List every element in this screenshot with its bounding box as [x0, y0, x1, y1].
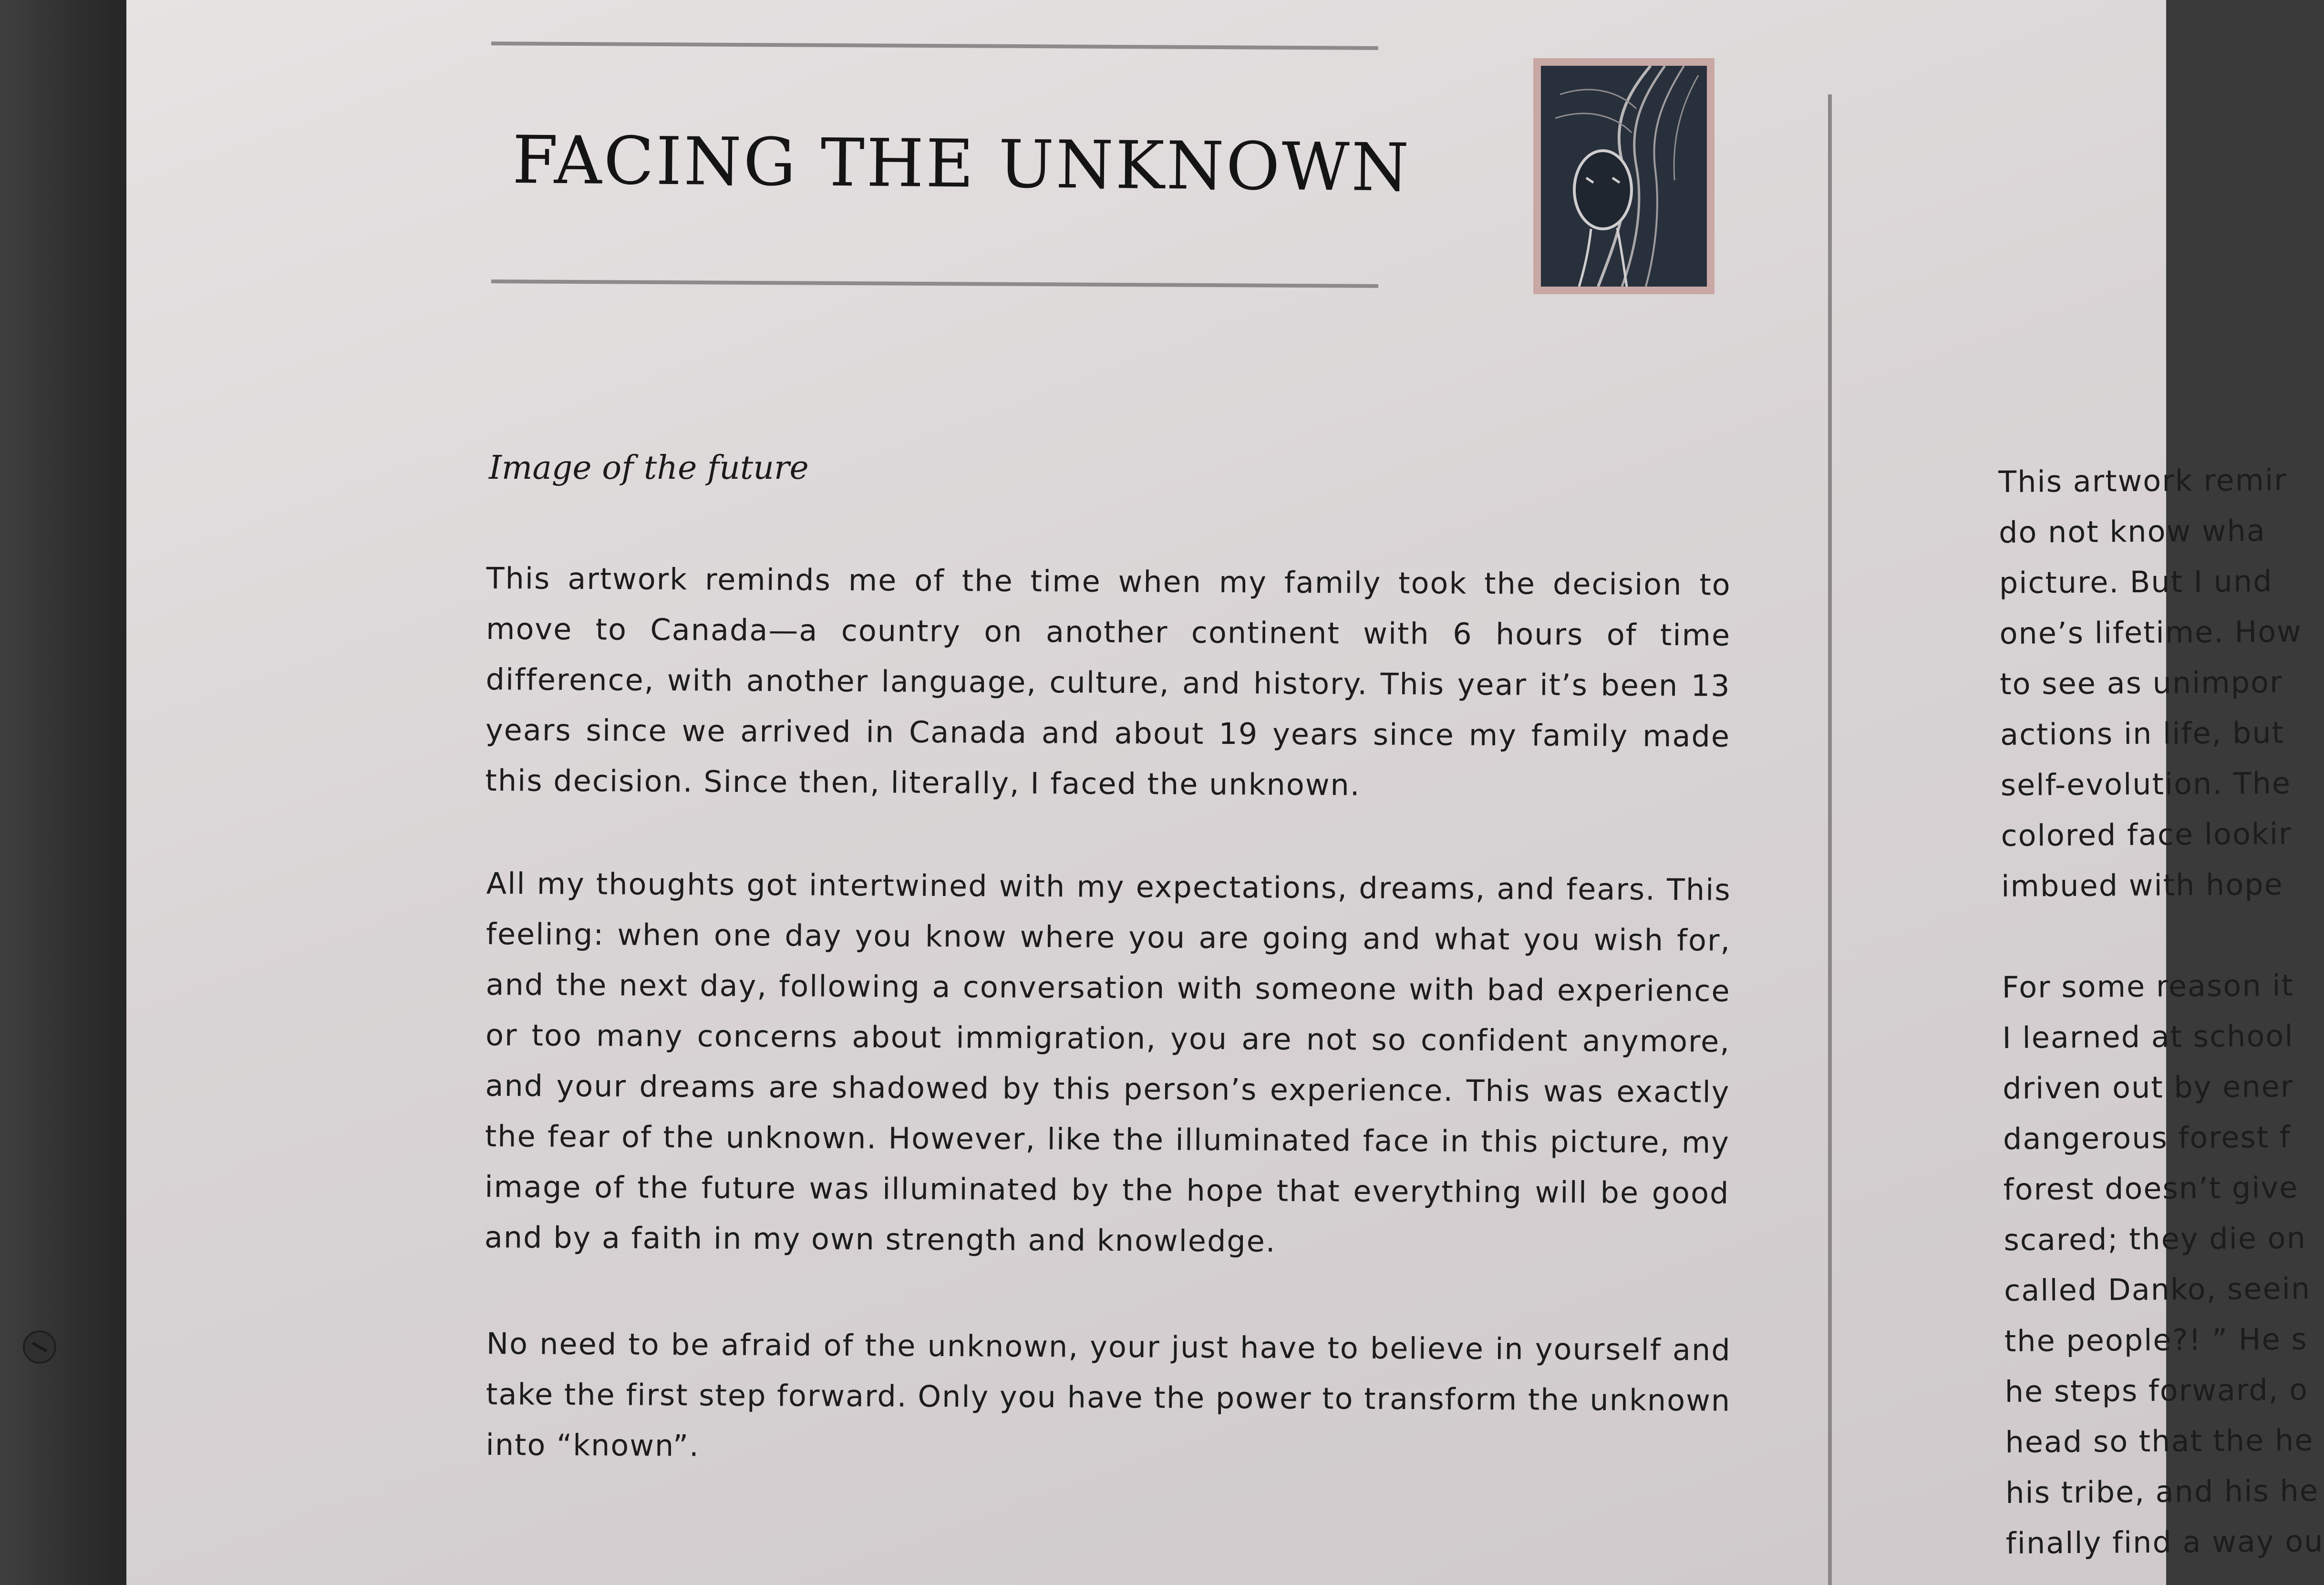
right-line: called Danko, seein [2004, 1271, 2311, 1308]
right-line: I learned at school [2002, 1018, 2294, 1055]
right-line: This artwork remir [1998, 462, 2287, 499]
right-line: forest doesn’t give [2003, 1170, 2299, 1207]
paragraph-1: This artwork reminds me of the time when my family took the decision to move to Canada—a country on another continent with 6 hours of time difference, with another language, culture, and history. This year it’s been 13 years since we arrived in Canada and about 19 years since my family made this decision. Since then, literally, I faced the unknown. [485, 560, 1731, 803]
title-rule-bottom [491, 279, 1378, 288]
screw-icon [23, 1330, 56, 1364]
right-line: the people?! ” He s [2004, 1321, 2308, 1359]
column-divider [1828, 94, 1832, 1585]
section-subtitle: Image of the future [489, 449, 809, 487]
right-line: finally find a way ou [2005, 1523, 2324, 1561]
paragraph-gap [2002, 910, 2307, 962]
paragraph-3: No need to be afraid of the unknown, your just have to believe in yourself and take the first step forward. Only you have the power to transform the unknown into “known”. [485, 1326, 1731, 1463]
right-line: driven out by ener [2002, 1069, 2294, 1106]
right-line: do not know wha [1998, 513, 2266, 550]
artwork-face-icon [1541, 66, 1707, 287]
right-line: his tribe, and his he [2005, 1473, 2319, 1510]
artwork-thumbnail [1533, 58, 1715, 294]
right-line: dangerous forest f [2003, 1119, 2291, 1156]
exhibit-panel [126, 0, 2324, 1585]
right-line: one’s lifetime. How [1999, 614, 2303, 651]
right-line: For some reason it [2002, 967, 2294, 1005]
right-line: picture. But I und [1999, 563, 2273, 600]
right-line: colored face lookir [2001, 816, 2292, 853]
right-line: imbued with hope [2001, 866, 2283, 904]
title-rule-top [491, 41, 1378, 50]
right-line: head so that the he [2005, 1422, 2314, 1460]
right-line: to see as unimpor [2000, 664, 2283, 701]
right-line: he steps forward, o [2004, 1372, 2309, 1409]
paragraph-2: All my thoughts got intertwined with my expectations, dreams, and fears. This feeling: when one day you know where you are going and what you wish for, and the next day, following a conversation with someone with bad experience or too many concerns about immigration, you are not so confident anymore, and your dreams are shadowed by this person’s experience. This was exactly the fear of the unknown. However, like the illuminated face in this picture, my image of the future was illuminated by the hope that everything will be good and by a faith in my own strength and knowledge. [484, 865, 1731, 1259]
right-line: scared; they die on [2004, 1220, 2307, 1257]
right-line: self-evolution. The [2000, 765, 2292, 803]
right-column-text [1998, 455, 2324, 1569]
wall [0, 0, 126, 1585]
right-line: actions in life, but [2000, 715, 2285, 752]
panel-title: FACING THE UNKNOWN [512, 122, 1411, 206]
